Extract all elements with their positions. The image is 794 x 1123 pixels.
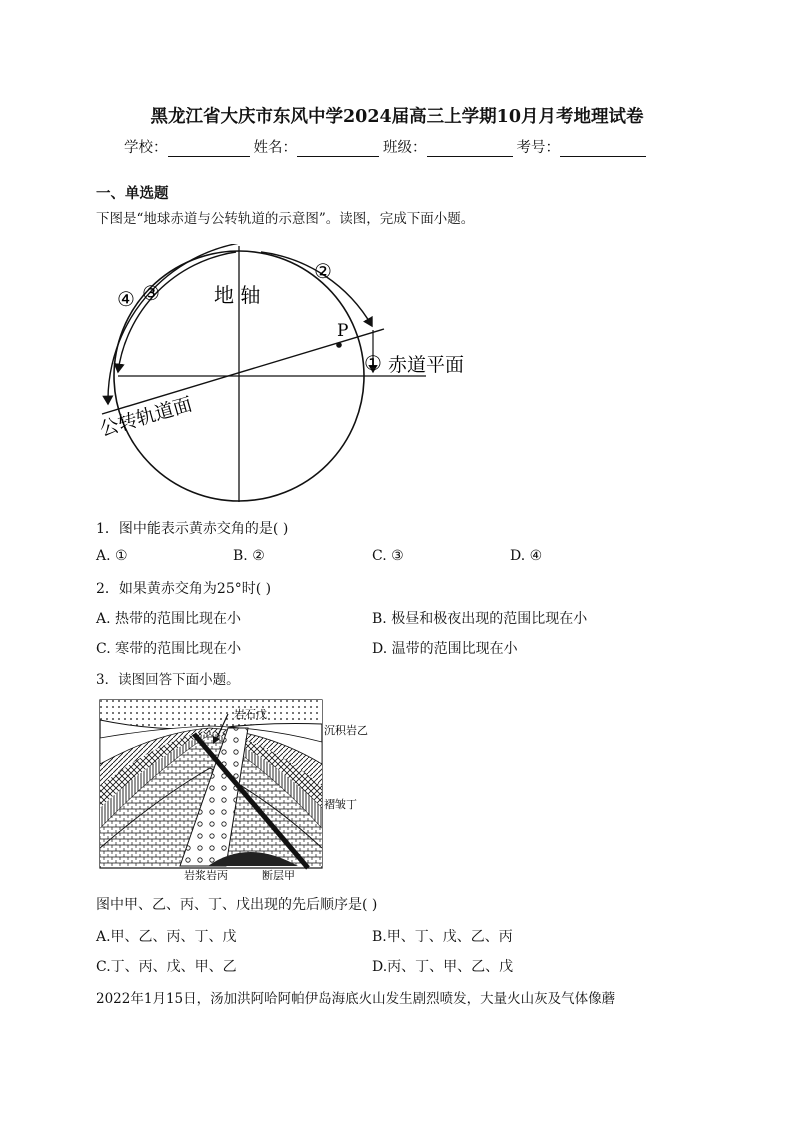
q4-option-d[interactable]: D.丙、丁、甲、乙、戊 — [372, 959, 514, 975]
mark-4: ④ — [117, 287, 135, 311]
axis-label: 地 轴 — [214, 283, 261, 307]
arc-arrow-4 — [108, 244, 246, 404]
q4-option-c[interactable]: C.丁、丙、戊、甲、乙 — [96, 959, 237, 975]
q1-option-a[interactable]: A. ① — [96, 548, 128, 564]
section-heading: 一、单选题 — [96, 185, 169, 202]
label-bing: 岩浆岩丙 — [184, 869, 228, 880]
mark-2: ② — [314, 259, 332, 283]
question-4-stem: 图中甲、乙、丙、丁、戊出现的先后顺序是( ) — [96, 897, 378, 913]
label-ding: 褶皱丁 — [324, 798, 357, 811]
class-label: 班级： — [383, 140, 427, 156]
question-2-stem: 2．如果黄赤交角为25°时( ) — [96, 581, 272, 597]
school-label: 学校： — [124, 140, 168, 156]
school-blank[interactable] — [168, 140, 250, 157]
q2-option-b[interactable]: B. 极昼和极夜出现的范围比现在小 — [372, 611, 588, 627]
question-1-stem: 1．图中能表示黄赤交角的是( ) — [96, 521, 289, 537]
q4-option-b[interactable]: B.甲、丁、戊、乙、丙 — [372, 929, 513, 945]
name-label: 姓名： — [253, 140, 297, 156]
geology-figure — [98, 698, 398, 880]
q2-option-d[interactable]: D. 温带的范围比现在小 — [372, 641, 518, 657]
name-blank[interactable] — [297, 140, 379, 157]
q2-option-a[interactable]: A. 热带的范围比现在小 — [96, 611, 242, 627]
page-title: 黑龙江省大庆市东风中学2024届高三上学期10月月考地理试卷 — [150, 107, 644, 127]
number-blank[interactable] — [560, 140, 646, 157]
student-info-line — [124, 136, 650, 157]
mark-1: ① — [364, 351, 382, 375]
q1-option-c[interactable]: C. ③ — [372, 548, 404, 564]
class-blank[interactable] — [427, 140, 513, 157]
orbit-line — [102, 329, 384, 414]
arc-arrow-3 — [118, 252, 236, 372]
number-label: 考号： — [516, 140, 560, 156]
point-p-label: P — [337, 321, 349, 341]
q1-option-b[interactable]: B. ② — [233, 548, 265, 564]
equator-label: 赤道平面 — [388, 354, 465, 376]
label-wu: 岩石戊 — [234, 708, 267, 721]
orbit-label: 公转轨道面 — [97, 393, 195, 441]
question-3-stem: 3．读图回答下面小题。 — [96, 672, 240, 688]
q1-option-d[interactable]: D. ④ — [510, 548, 543, 564]
q2-option-c[interactable]: C. 寒带的范围比现在小 — [96, 641, 242, 657]
mark-3: ③ — [142, 281, 160, 305]
label-jia: 断层甲 — [262, 869, 295, 880]
q4-option-a[interactable]: A.甲、乙、丙、丁、戊 — [96, 929, 237, 945]
label-yi: 沉积岩乙 — [324, 724, 368, 737]
intro-text: 下图是“地球赤道与公转轨道的示意图”。读图，完成下面小题。 — [96, 211, 475, 227]
trailing-passage: 2022年1月15日，汤加洪阿哈阿帕伊岛海底火山发生剧烈喷发，大量火山灰及气体像蘑 — [96, 991, 616, 1007]
point-p — [336, 342, 342, 348]
earth-orbit-figure — [96, 244, 486, 512]
